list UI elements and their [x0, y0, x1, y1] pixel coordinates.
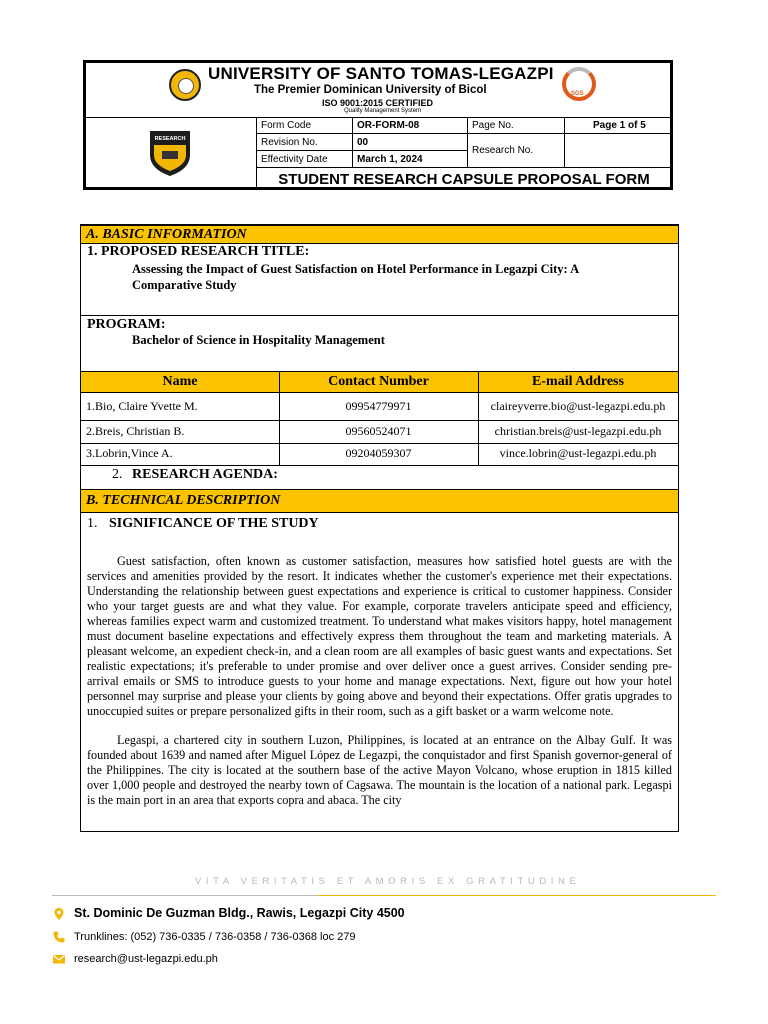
footer-address-row	[52, 906, 405, 921]
page-value: Page 1 of 5	[593, 120, 646, 131]
university-seal-icon	[169, 69, 201, 101]
member-email: claireyverre.bio@ust-legazpi.edu.ph	[490, 399, 666, 413]
program-value: Bachelor of Science in Hospitality Management	[132, 333, 385, 347]
member-contact: 09954779971	[345, 399, 412, 413]
footer-divider	[52, 895, 716, 896]
university-name: UNIVERSITY OF SANTO TOMAS-LEGAZPI	[208, 64, 554, 83]
proposal-form	[80, 224, 679, 832]
effectivity-value: March 1, 2024	[357, 154, 423, 165]
iso-certification: ISO 9001:2015 CERTIFIED	[322, 98, 434, 108]
university-motto: VITA VERITATIS ET AMORIS EX GRATITUDINE	[195, 876, 581, 887]
research-title-line-1: Assessing the Impact of Guest Satisfaction on Hotel Performance in Legazpi City: A	[132, 262, 580, 276]
member-contact: 09204059307	[345, 446, 412, 460]
section-a-heading-text: A. BASIC INFORMATION	[86, 227, 247, 242]
section-b-heading	[81, 489, 678, 513]
member-name: 3.Lobrin,Vince A.	[86, 446, 173, 460]
sgs-label: SGS	[571, 91, 584, 97]
paragraph: Legaspi, a chartered city in southern Luzon, Philippines, is located at an entrance on the Albay Gulf. It was founded about 1639 and named after Miguel López de Legazpi, the conquistador and first Spanish governor-general of the Philippines. The city is located at the southern base of the active Mayon Volcano, whose eruption in 1815 killed over 1,000 people and destroyed the nearby town of Cagsawa. The mountain is the location of a national park. Legaspi is the main port in an area that exports copra and abaca. The city	[87, 733, 672, 807]
document-header	[83, 60, 673, 190]
phone-icon	[52, 930, 66, 944]
program-label: PROGRAM:	[87, 317, 166, 332]
member-name: 2.Breis, Christian B.	[86, 424, 185, 438]
column-header-contact: Contact Number	[328, 374, 429, 389]
member-email: vince.lobrin@ust-legazpi.edu.ph	[499, 446, 657, 460]
research-title-label: 1. PROPOSED RESEARCH TITLE:	[87, 244, 310, 259]
significance-number: 1.	[87, 516, 98, 531]
research-no-label: Research No.	[472, 145, 534, 156]
research-title-line-2: Comparative Study	[132, 278, 237, 292]
member-name: 1.Bio, Claire Yvette M.	[86, 399, 198, 413]
footer-email-row	[52, 952, 218, 966]
member-contact: 09560524071	[345, 424, 412, 438]
research-shield-icon	[148, 127, 192, 177]
column-header-email: E-mail Address	[532, 374, 624, 389]
section-a-heading	[81, 225, 678, 244]
footer-address: St. Dominic De Guzman Bldg., Rawis, Legazpi City 4500	[74, 906, 405, 920]
shield-label: RESEARCH	[154, 136, 186, 142]
form-code-label: Form Code	[261, 120, 312, 131]
research-agenda-label: RESEARCH AGENDA:	[132, 467, 278, 482]
form-title: STUDENT RESEARCH CAPSULE PROPOSAL FORM	[257, 167, 671, 191]
form-code-value: OR-FORM-08	[357, 120, 420, 131]
member-email: christian.breis@ust-legazpi.edu.ph	[494, 424, 662, 438]
footer-email-link[interactable]: research@ust-legazpi.edu.ph	[74, 952, 218, 965]
email-envelope-icon	[52, 952, 66, 966]
header-banner	[86, 63, 670, 118]
significance-label: SIGNIFICANCE OF THE STUDY	[109, 516, 319, 531]
revision-value: 00	[357, 137, 369, 148]
column-header-name: Name	[162, 374, 198, 389]
divider	[81, 315, 678, 316]
page-label: Page No.	[472, 120, 514, 131]
section-b-heading-text: B. TECHNICAL DESCRIPTION	[86, 493, 281, 508]
university-subtitle: The Premier Dominican University of Bicol	[254, 84, 487, 96]
footer-trunklines: Trunklines: (052) 736-0335 / 736-0358 / 736-0368 loc 279	[74, 930, 356, 943]
members-table-header	[81, 371, 678, 393]
footer-phone-row	[52, 930, 356, 944]
paragraph: Guest satisfaction, often known as customer satisfaction, measures how satisfied hotel guests are with the services and amenities provided by the resort. It indicates whether the customer's experience met their expectations. Understanding the relationship between guest expectations and experience is critical to customer happiness. Consider who your target guests are and what they value. For example, corporate travelers anticipate speed and efficiency, whereas families expect warm and customized treatment. To understand what makes visitors happy, hotel management must document baseline expectations and effectively express them throughout the team and marketing materials. A pleasant welcome, an expedient check-in, and a clean room are all examples of basic guest wants and expectations. Set realistic expectations; it's preferable to under promise and over deliver once a guest arrives. Consider sending pre-arrival emails or SMS to introduce guests to your home and manage expectations. Next, figure out how your hotel personnel may surprise and please your clients by going above and beyond their expectations. Offer gratis upgrades to unoccupied suites or prepare personalized gifts in their room, such as a gift basket or a warm welcome note.	[87, 554, 672, 718]
location-pin-icon	[52, 907, 66, 921]
effectivity-label: Effectivity Date	[261, 154, 328, 165]
form-metadata-grid	[256, 117, 671, 190]
significance-body	[87, 554, 672, 808]
revision-label: Revision No.	[261, 137, 318, 148]
quality-management-label: Quality Management System	[344, 108, 422, 114]
research-agenda-number: 2.	[112, 467, 123, 482]
